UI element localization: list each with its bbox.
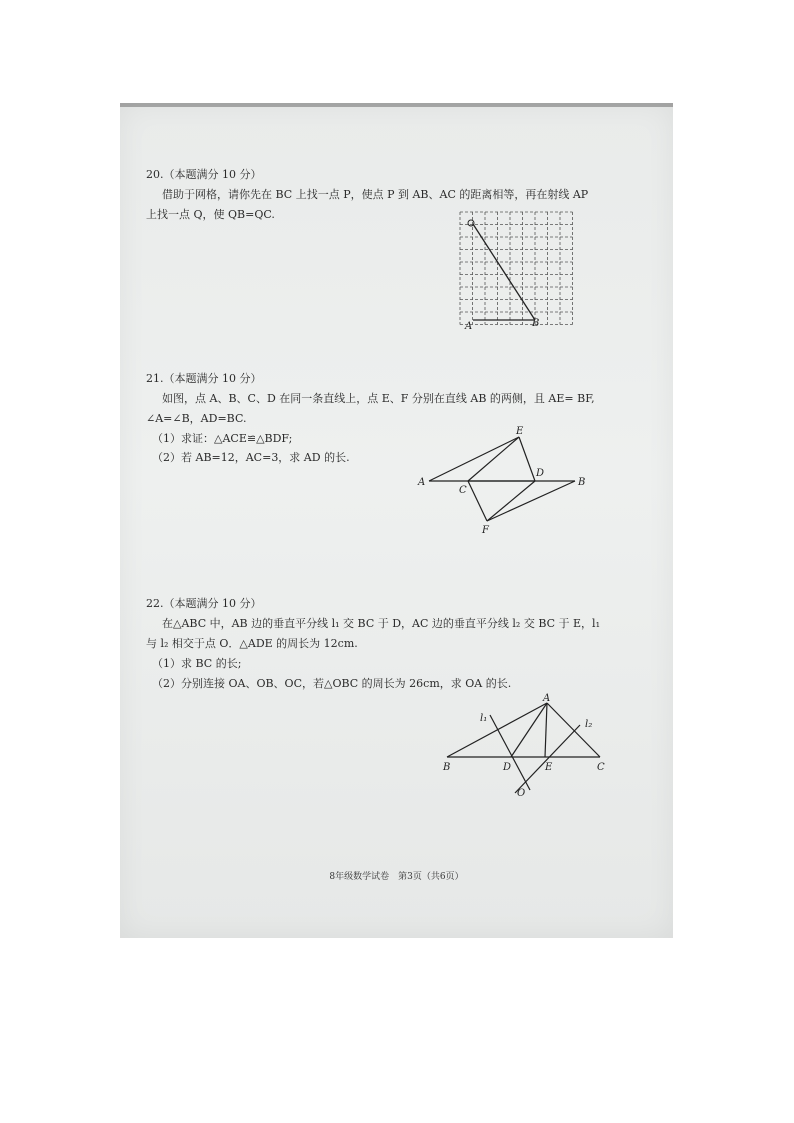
page-footer: 8年级数学试卷 第3页（共6页）	[329, 872, 464, 882]
q21-label-a: A	[418, 477, 426, 488]
q20-grid-figure	[450, 206, 610, 336]
q22-label-a: A	[543, 693, 551, 704]
q21-line-2: ∠A=∠B，AD=BC.	[146, 412, 247, 425]
q22-line-ab	[447, 703, 547, 757]
q20-point-c	[468, 220, 474, 226]
exam-paper	[120, 103, 673, 938]
q20-line-1: 借助于网格，请你先在 BC 上找一点 P，使点 P 到 AB、AC 的距离相等，再在射线 AP	[162, 188, 589, 201]
q22-label-e: E	[545, 762, 553, 773]
q22-line-ad	[511, 703, 547, 757]
q21-line-cf	[468, 481, 487, 521]
q22-line-4: （2）分别连接 OA、OB、OC，若△OBC 的周长为 26cm，求 OA 的长.	[152, 677, 512, 690]
q22-line-ac	[547, 703, 600, 757]
q21-label-f: F	[482, 525, 489, 536]
q21-label-d: D	[536, 468, 545, 479]
q21-label-e: E	[516, 426, 524, 437]
q21-line-ed	[519, 437, 535, 481]
q22-label-d: D	[503, 762, 512, 773]
q21-line-df	[487, 481, 535, 521]
q21-line-bf	[487, 481, 575, 521]
q22-header: 22.（本题满分 10 分）	[146, 597, 262, 610]
q20-line-2: 上找一点 Q，使 QB=QC.	[146, 208, 275, 221]
q21-line-1: 如图，点 A、B、C、D 在同一条直线上，点 E、F 分别在直线 AB 的两侧，且 AE= BF,	[162, 392, 595, 405]
q22-line-l1	[490, 715, 530, 790]
q22-line-1: 在△ABC 中，AB 边的垂直平分线 l₁ 交 BC 于 D，AC 边的垂直平分线 l₂ 交 BC 于 E，l₁	[162, 617, 600, 630]
q21-figure	[415, 425, 595, 540]
q22-figure	[435, 693, 615, 803]
q22-line-2: 与 l₂ 相交于点 O．△ADE 的周长为 12cm.	[146, 637, 358, 650]
q21-line-3: （1）求证：△ACE≌△BDF;	[152, 432, 293, 445]
q20-label-b: B	[532, 318, 540, 329]
paper-top-edge	[120, 103, 673, 107]
q22-label-l2: l₂	[585, 719, 593, 730]
q21-line-ce	[468, 437, 519, 481]
q21-header: 21.（本题满分 10 分）	[146, 372, 262, 385]
q21-label-b: B	[578, 477, 586, 488]
q22-label-o: O	[517, 788, 526, 799]
q21-line-ae	[429, 437, 519, 481]
q21-line-4: （2）若 AB=12，AC=3，求 AD 的长.	[152, 451, 350, 464]
q20-label-a: A	[465, 321, 473, 332]
q22-label-l1: l₁	[480, 713, 488, 724]
q22-label-c: C	[597, 762, 605, 773]
q22-line-l2	[515, 725, 580, 793]
q21-label-c: C	[459, 485, 467, 496]
q20-segment-cb	[473, 224, 535, 320]
q22-line-ae	[545, 703, 547, 757]
q22-label-b: B	[443, 762, 451, 773]
q20-header: 20.（本题满分 10 分）	[146, 168, 262, 181]
q22-line-3: （1）求 BC 的长;	[152, 657, 242, 670]
